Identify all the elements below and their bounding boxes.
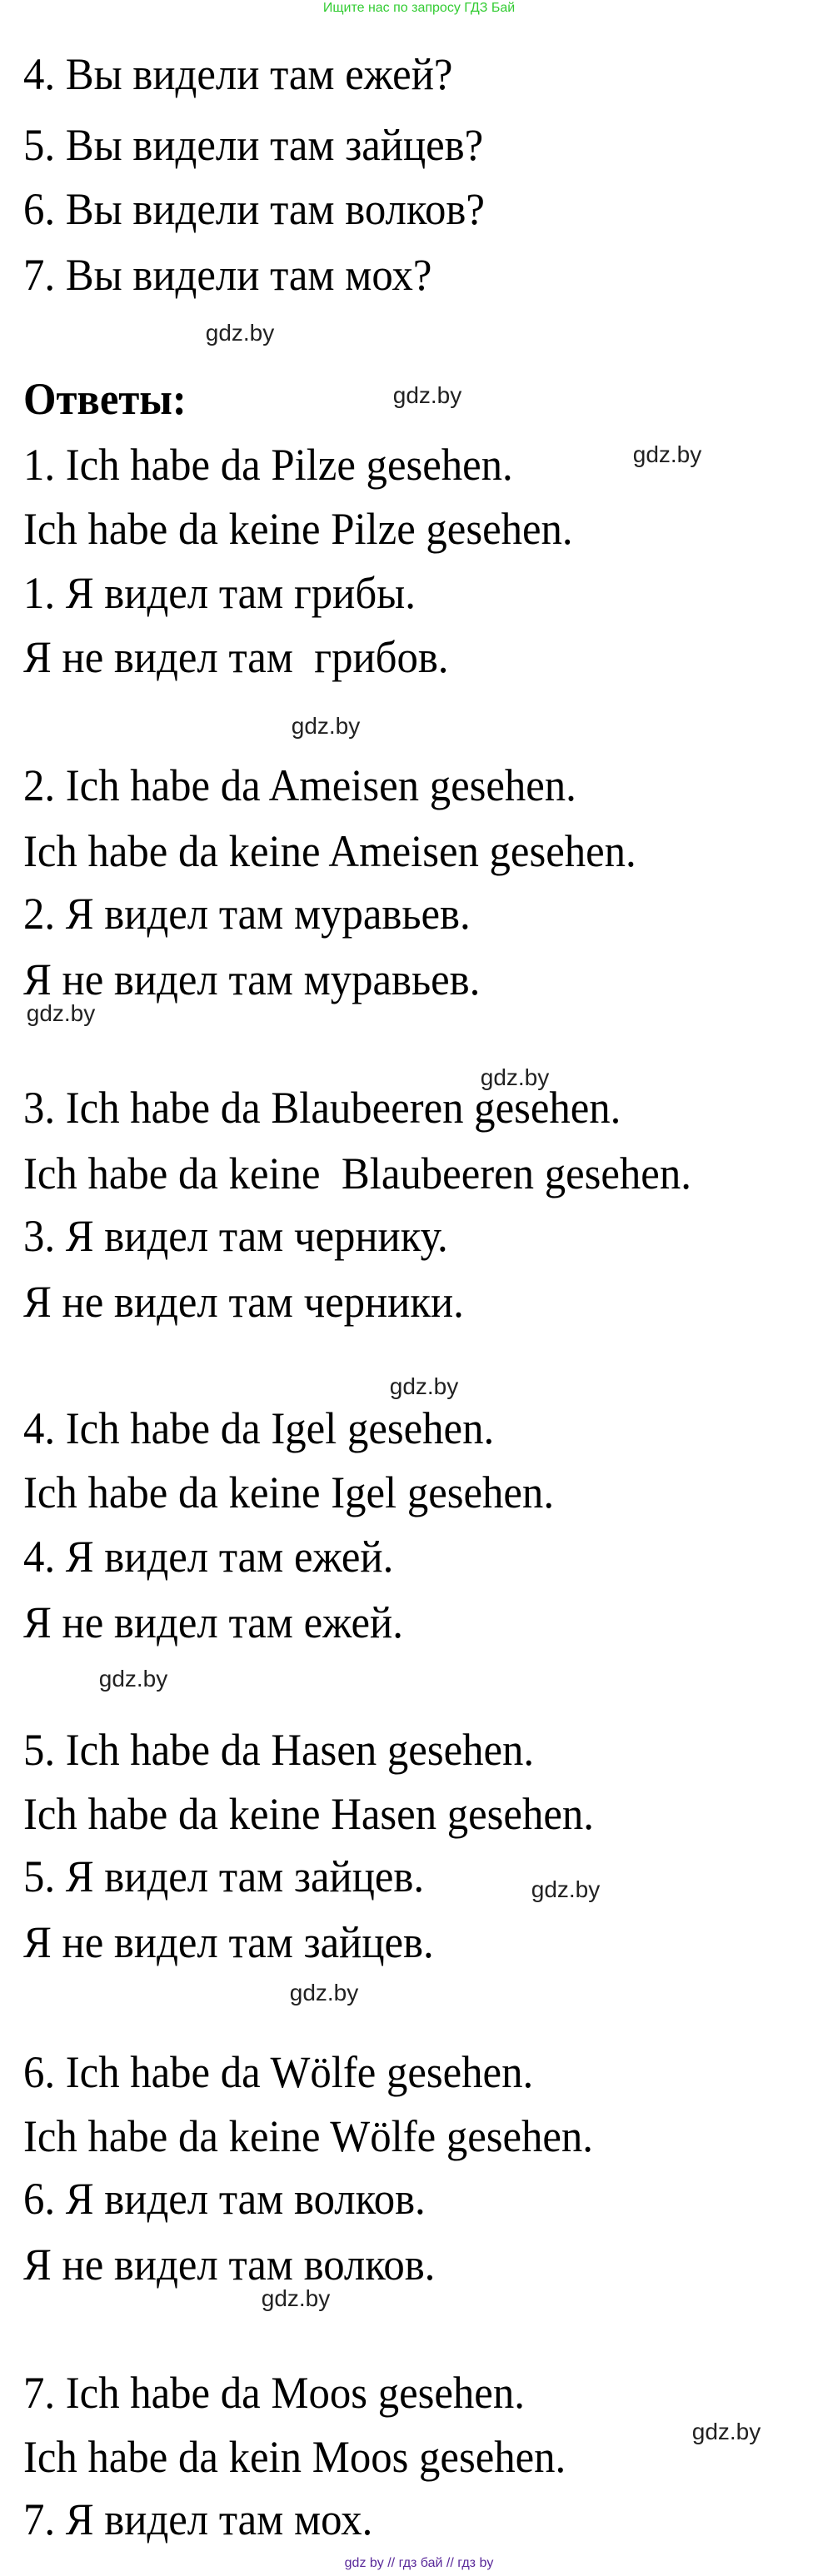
watermark: gdz.by <box>392 382 462 408</box>
watermark: gdz.by <box>205 320 275 346</box>
answer-line: Я не видел там черники. <box>23 1277 464 1327</box>
answer-line: 5. Я видел там зайцев. <box>23 1851 425 1901</box>
answer-line: 6. Я видел там волков. <box>23 2174 426 2224</box>
answer-line: 7. Я видел там мох. <box>23 2494 373 2544</box>
answer-line: Я не видел там ежей. <box>23 1597 403 1647</box>
watermark: gdz.by <box>632 441 702 467</box>
answer-line: Ich habe da kein Moos gesehen. <box>23 2432 566 2482</box>
header-banner[interactable]: Ищите нас по запросу ГДЗ Бай <box>322 1 516 15</box>
watermark: gdz.by <box>480 1064 550 1090</box>
watermark: gdz.by <box>291 713 361 739</box>
footer-links[interactable]: gdz by // гдз бай // гдз by <box>344 2556 494 2570</box>
answer-line: Ich habe da keine Igel gesehen. <box>23 1467 555 1517</box>
watermark: gdz.by <box>26 1000 96 1026</box>
answer-line: Я не видел там зайцев. <box>23 1917 434 1967</box>
answer-line: 1. Я видел там грибы. <box>23 568 416 618</box>
answer-line: Я не видел там волков. <box>23 2240 436 2290</box>
answer-line: 4. Я видел там ежей. <box>23 1532 394 1582</box>
answer-line: Я не видел там муравьев. <box>23 954 481 1004</box>
answer-line: Ich habe da keine Ameisen gesehen. <box>23 826 636 876</box>
answer-line: Ich habe da keine Pilze gesehen. <box>23 504 573 554</box>
answer-line: 5. Ich habe da Hasen gesehen. <box>23 1725 535 1775</box>
answer-line: Ich habe da keine Blaubeeren gesehen. <box>23 1148 691 1198</box>
watermark: gdz.by <box>691 2419 761 2444</box>
answer-line: Ich habe da keine Hasen gesehen. <box>23 1789 594 1839</box>
answer-line: Я не видел там грибов. <box>23 632 449 682</box>
answer-line: 7. Ich habe da Moos gesehen. <box>23 2368 525 2418</box>
answer-line: 2. Я видел там муравьев. <box>23 889 471 939</box>
watermark: gdz.by <box>531 1876 601 1902</box>
question-line: 4. Вы видели там ежей? <box>23 49 453 99</box>
answer-line: 1. Ich habe da Pilze gesehen. <box>23 440 513 490</box>
answers-title: Ответы: <box>23 374 187 424</box>
question-line: 6. Вы видели там волков? <box>23 184 485 234</box>
answer-line: 3. Ich habe da Blaubeeren gesehen. <box>23 1083 621 1133</box>
answer-line: 4. Ich habe da Igel gesehen. <box>23 1403 495 1453</box>
answer-line: 6. Ich habe da Wölfe gesehen. <box>23 2047 534 2097</box>
question-line: 5. Вы видели там зайцев? <box>23 120 484 170</box>
watermark: gdz.by <box>389 1373 459 1399</box>
watermark: gdz.by <box>98 1666 168 1692</box>
answer-line: 3. Я видел там чернику. <box>23 1211 448 1261</box>
answer-line: Ich habe da keine Wölfe gesehen. <box>23 2111 593 2161</box>
watermark: gdz.by <box>261 2285 331 2311</box>
watermark: gdz.by <box>289 1980 359 2005</box>
answer-line: 2. Ich habe da Ameisen gesehen. <box>23 760 576 810</box>
question-line: 7. Вы видели там мох? <box>23 250 432 300</box>
